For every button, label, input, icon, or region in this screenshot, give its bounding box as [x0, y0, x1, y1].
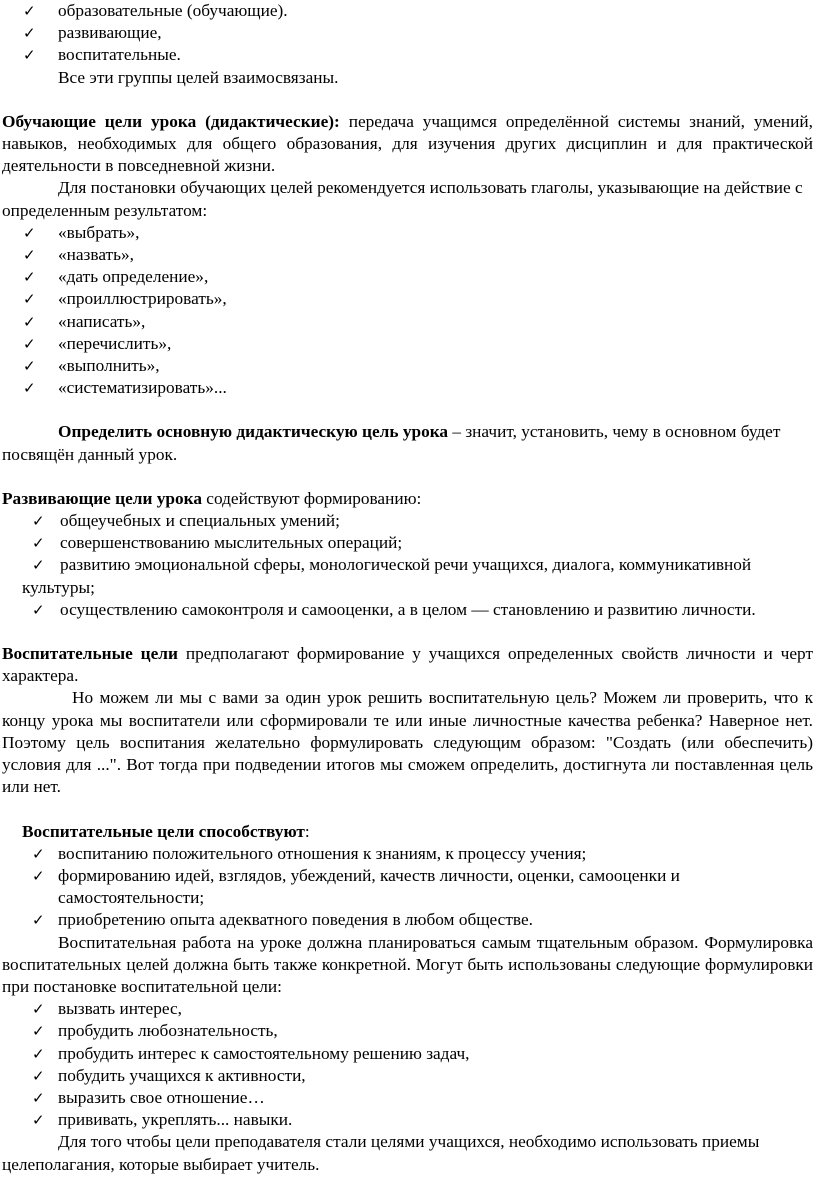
verbs-intro: Для постановки обучающих целей рекомендуется использовать глаголы, указывающие на действие с определенным результатом:: [2, 178, 803, 220]
list-item: ✓ вызвать интерес,: [2, 998, 813, 1020]
list-item: ✓ «перечислить»,: [2, 333, 813, 355]
list-item: ✓ «назвать»,: [2, 244, 813, 266]
educational-heading: Воспитательные цели: [2, 644, 178, 664]
didactic-heading: Обучающие цели урока (дидактические):: [2, 111, 340, 131]
developing-heading: Развивающие цели урока: [2, 488, 202, 508]
check-icon: ✓: [23, 24, 36, 43]
check-icon: ✓: [32, 1111, 45, 1130]
check-icon: ✓: [32, 1044, 45, 1063]
check-icon: ✓: [32, 556, 45, 575]
define-bold: Определить основную дидактическую цель урока: [58, 422, 449, 442]
list-item: ✓ выразить свое отношение…: [2, 1087, 813, 1109]
check-icon: ✓: [32, 512, 45, 531]
list-item: ✓ «дать определение»,: [2, 266, 813, 288]
promote-paragraph: Воспитательные цели способствуют:: [22, 821, 310, 841]
list-item: ✓ образовательные (обучающие).: [2, 0, 813, 22]
educational-paragraph: Воспитательные цели предполагают формирование у учащихся определенных свойств личности и черт характера.: [2, 644, 813, 686]
list-item: ✓ «проиллюстрировать»,: [2, 288, 813, 310]
list-item: ✓ «написать»,: [2, 311, 813, 333]
developing-list: [2, 510, 813, 621]
check-icon: ✓: [23, 2, 36, 20]
list-item: ✓ осуществлению самоконтроля и самооценки, а в целом — становлению и развитию личности.: [2, 599, 813, 621]
promote-heading: Воспитательные цели способствуют: [22, 821, 305, 841]
check-icon: ✓: [23, 357, 36, 376]
list-item: ✓ совершенствованию мыслительных операций;: [2, 532, 813, 554]
check-icon: ✓: [23, 290, 36, 309]
groups-note: Все эти группы целей взаимосвязаны.: [58, 67, 339, 87]
check-icon: ✓: [32, 534, 45, 553]
check-icon: ✓: [32, 1088, 45, 1107]
list-item: ✓ общеучебных и специальных умений;: [2, 510, 813, 532]
formulations-list: [2, 998, 813, 1131]
list-item: ✓ формированию идей, взглядов, убеждений, качеств личности, оценки, самооценки и самостоятельности;: [32, 865, 680, 908]
check-icon: ✓: [23, 334, 36, 353]
check-icon: ✓: [23, 246, 36, 265]
list-item: ✓ воспитательные.: [2, 44, 813, 66]
developing-paragraph: Развивающие цели урока содействуют формированию:: [2, 488, 422, 508]
list-item: ✓ прививать, укреплять... навыки.: [2, 1109, 813, 1131]
work-paragraph: Воспитательная работа на уроке должна планироваться самым тщательным образом. Формулировка воспитательных целей должна быть также конкретной. Могут быть использованы следующие формулировки при постановке воспитательной цели:: [2, 932, 813, 996]
list-item: ✓ «систематизировать»...: [2, 377, 813, 399]
list-item: ✓ пробудить интерес к самостоятельному решению задач,: [2, 1043, 813, 1065]
list-item: ✓ «выбрать»,: [2, 222, 813, 244]
check-icon: ✓: [32, 1066, 45, 1085]
check-icon: ✓: [23, 379, 36, 398]
document-page: [2, 0, 813, 1176]
check-icon: ✓: [32, 1000, 45, 1019]
final-paragraph: Для того чтобы цели преподавателя стали целями учащихся, необходимо использовать приемы целеполагания, которые выбирает учитель.: [2, 1132, 760, 1174]
didactic-paragraph: Обучающие цели урока (дидактические): передача учащимся определённой системы знаний, умений, навыков, необходимых для общего образования, для изучения других дисциплин и для практической деятельности в повседневной жизни.: [2, 111, 813, 176]
list-item: ✓ побудить учащихся к активности,: [2, 1065, 813, 1087]
check-icon: ✓: [32, 866, 45, 885]
list-item: ✓ «выполнить»,: [2, 355, 813, 377]
check-icon: ✓: [23, 223, 36, 242]
educational-question-paragraph: Но можем ли мы с вами за один урок решить воспитательную цель? Можем ли проверить, что к концу урока мы воспитатели или сформировали те или иные личностные качества ребенка? Наверное нет. Поэтому цель воспитания желательно формулировать следующим образом: "Создать (или обеспечить) условия для ...". Вот тогда при подведении итогов мы сможем определить, достигнута ли поставленная цель или нет.: [2, 688, 813, 797]
goal-groups-list: [2, 0, 813, 67]
list-item: ✓ воспитанию положительного отношения к знаниям, к процессу учения;: [2, 843, 813, 865]
promote-list: [2, 843, 813, 932]
list-item: ✓ развивающие,: [2, 22, 813, 44]
list-item: ✓ приобретению опыта адекватного поведения в любом обществе.: [2, 909, 813, 931]
check-icon: ✓: [32, 600, 45, 619]
check-icon: ✓: [32, 1022, 45, 1041]
check-icon: ✓: [23, 312, 36, 331]
check-icon: ✓: [23, 46, 36, 65]
verbs-list: [2, 222, 813, 400]
check-icon: ✓: [32, 911, 45, 930]
define-paragraph: Определить основную дидактическую цель урока – значит, установить, чему в основном будет посвящён данный урок.: [2, 422, 781, 464]
check-icon: ✓: [32, 844, 45, 863]
check-icon: ✓: [23, 268, 36, 287]
list-item: ✓ пробудить любознательность,: [2, 1020, 813, 1042]
list-item: ✓ развитию эмоциональной сферы, монологической речи учащихся, диалога, коммуникативной культуры;: [22, 555, 752, 597]
